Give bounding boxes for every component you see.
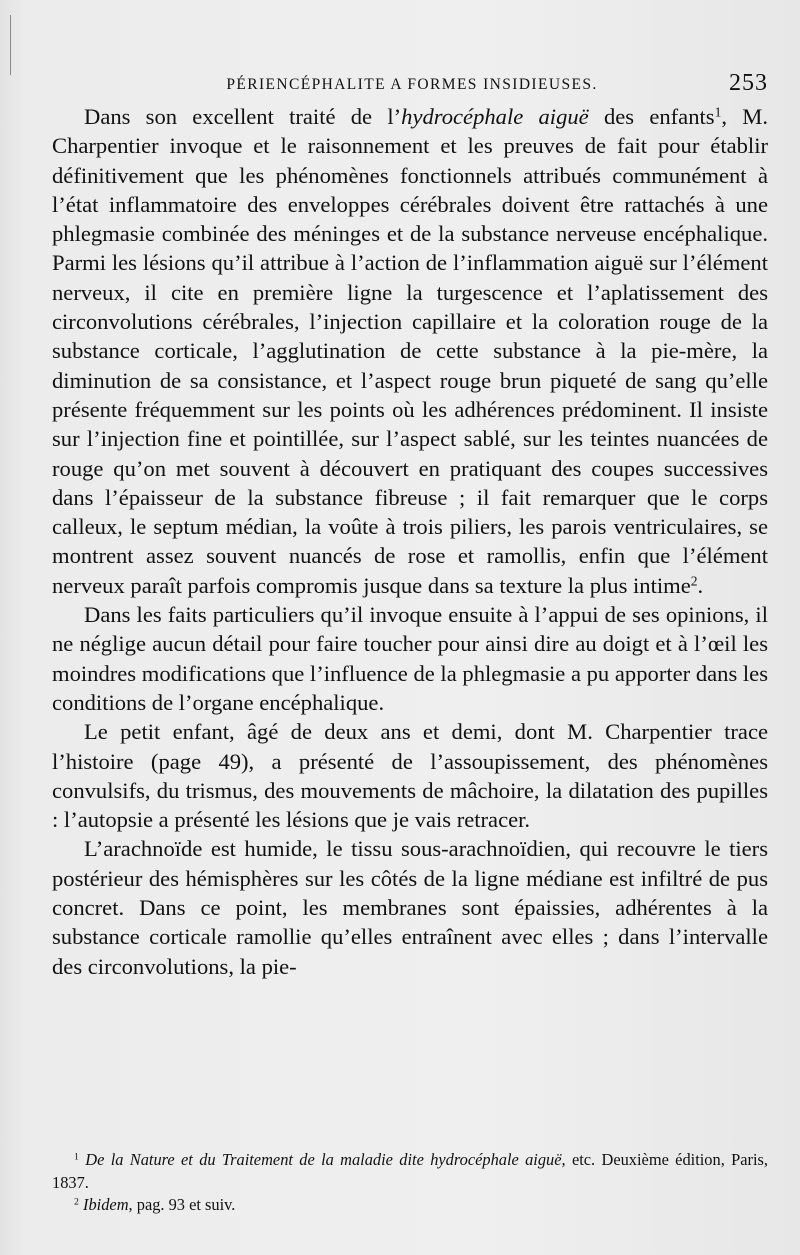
title-italic: hydrocéphale aiguë bbox=[401, 104, 589, 129]
footnote-ref-2: 2 bbox=[690, 573, 698, 589]
paragraph-4: L’arachnoïde est humide, le tissu sous-arachnoïdien, qui recouvre le tiers postérieur des hémisphères sur les côtés de la ligne médiane est infiltré de pus concret. Dans ce point, les membranes sont épaissies, adhérentes à la substance corticale ramollie qu’elles entraînent avec elles ; dans l’intervalle des circonvolutions, la pie- bbox=[52, 836, 768, 979]
running-title: PÉRIENCÉPHALITE A FORMES INSIDIEUSES. bbox=[226, 76, 598, 93]
paragraph-3: Le petit enfant, âgé de deux ans et demi, dont M. Charpentier trace l’histoire (page 49), a présenté de l’assoupissement, des phénomènes convulsifs, du trismus, des mouvements de mâchoire, la dilatation des pupilles : l’autopsie a présenté les lésions que je vais retracer. bbox=[52, 719, 768, 833]
page-number: 253 bbox=[729, 70, 768, 96]
running-head bbox=[52, 70, 772, 100]
footnote-ref-1: 1 bbox=[714, 104, 722, 120]
body-text bbox=[52, 102, 768, 981]
scan-edge-line bbox=[10, 15, 11, 75]
paragraph-1: Dans son excellent traité de l’hydrocéphale aiguë des enfants$^1$, M. Charpentier invoque et le raisonnement et les preuves de fait pour établir définitivement que les phénomènes fonctionnels attribués communément à l’état inflammatoire des enveloppes cérébrales doivent être rattachés à une phlegmasie combinée des méninges et de la substance nerveuse encéphalique. Parmi les lésions qu’il attribue à l’action de l’inflammation aiguë sur l’élément nerveux, il cite en première ligne la turgescence et l’aplatissement des circonvolutions cérébrales, l’injection capillaire et la coloration rouge de la substance corticale, l’agglutination de cette substance à la pie-mère, la diminution de sa consistance, et l’aspect rouge brun piqueté de sang qu’elle présente fréquemment sur les points où les adhérences prédominent. Il insiste sur l’injection fine et pointillée, sur l’aspect sablé, sur les teintes nuancées de rouge qu’on met souvent à découvert en pratiquant des coupes successives dans l’épaisseur de la substance fibreuse ; il fait remarquer que le corps calleux, le septum médian, la voûte à trois piliers, les parois ventriculaires, se montrent assez souvent nuancés de rose et ramollis, enfin que l’élément nerveux paraît parfois compromis jusque dans sa texture la plus intime$^2$. bbox=[52, 104, 768, 598]
footnote-1: $^1$ De la Nature et du Traitement de la maladie dite hydrocéphale aiguë, etc. Deuxième édition, Paris, 1837. bbox=[52, 1150, 769, 1192]
footnotes bbox=[52, 1149, 768, 1217]
footnote-2: $^2$ Ibidem, pag. 93 et suiv. bbox=[74, 1195, 236, 1214]
paragraph-2: Dans les faits particuliers qu’il invoque ensuite à l’appui de ses opinions, il ne néglige aucun détail pour faire toucher pour ainsi dire au doigt et à l’œil les moindres modifications que l’influence de la phlegmasie a pu apporter dans les conditions de l’organe encéphalique. bbox=[52, 602, 768, 715]
